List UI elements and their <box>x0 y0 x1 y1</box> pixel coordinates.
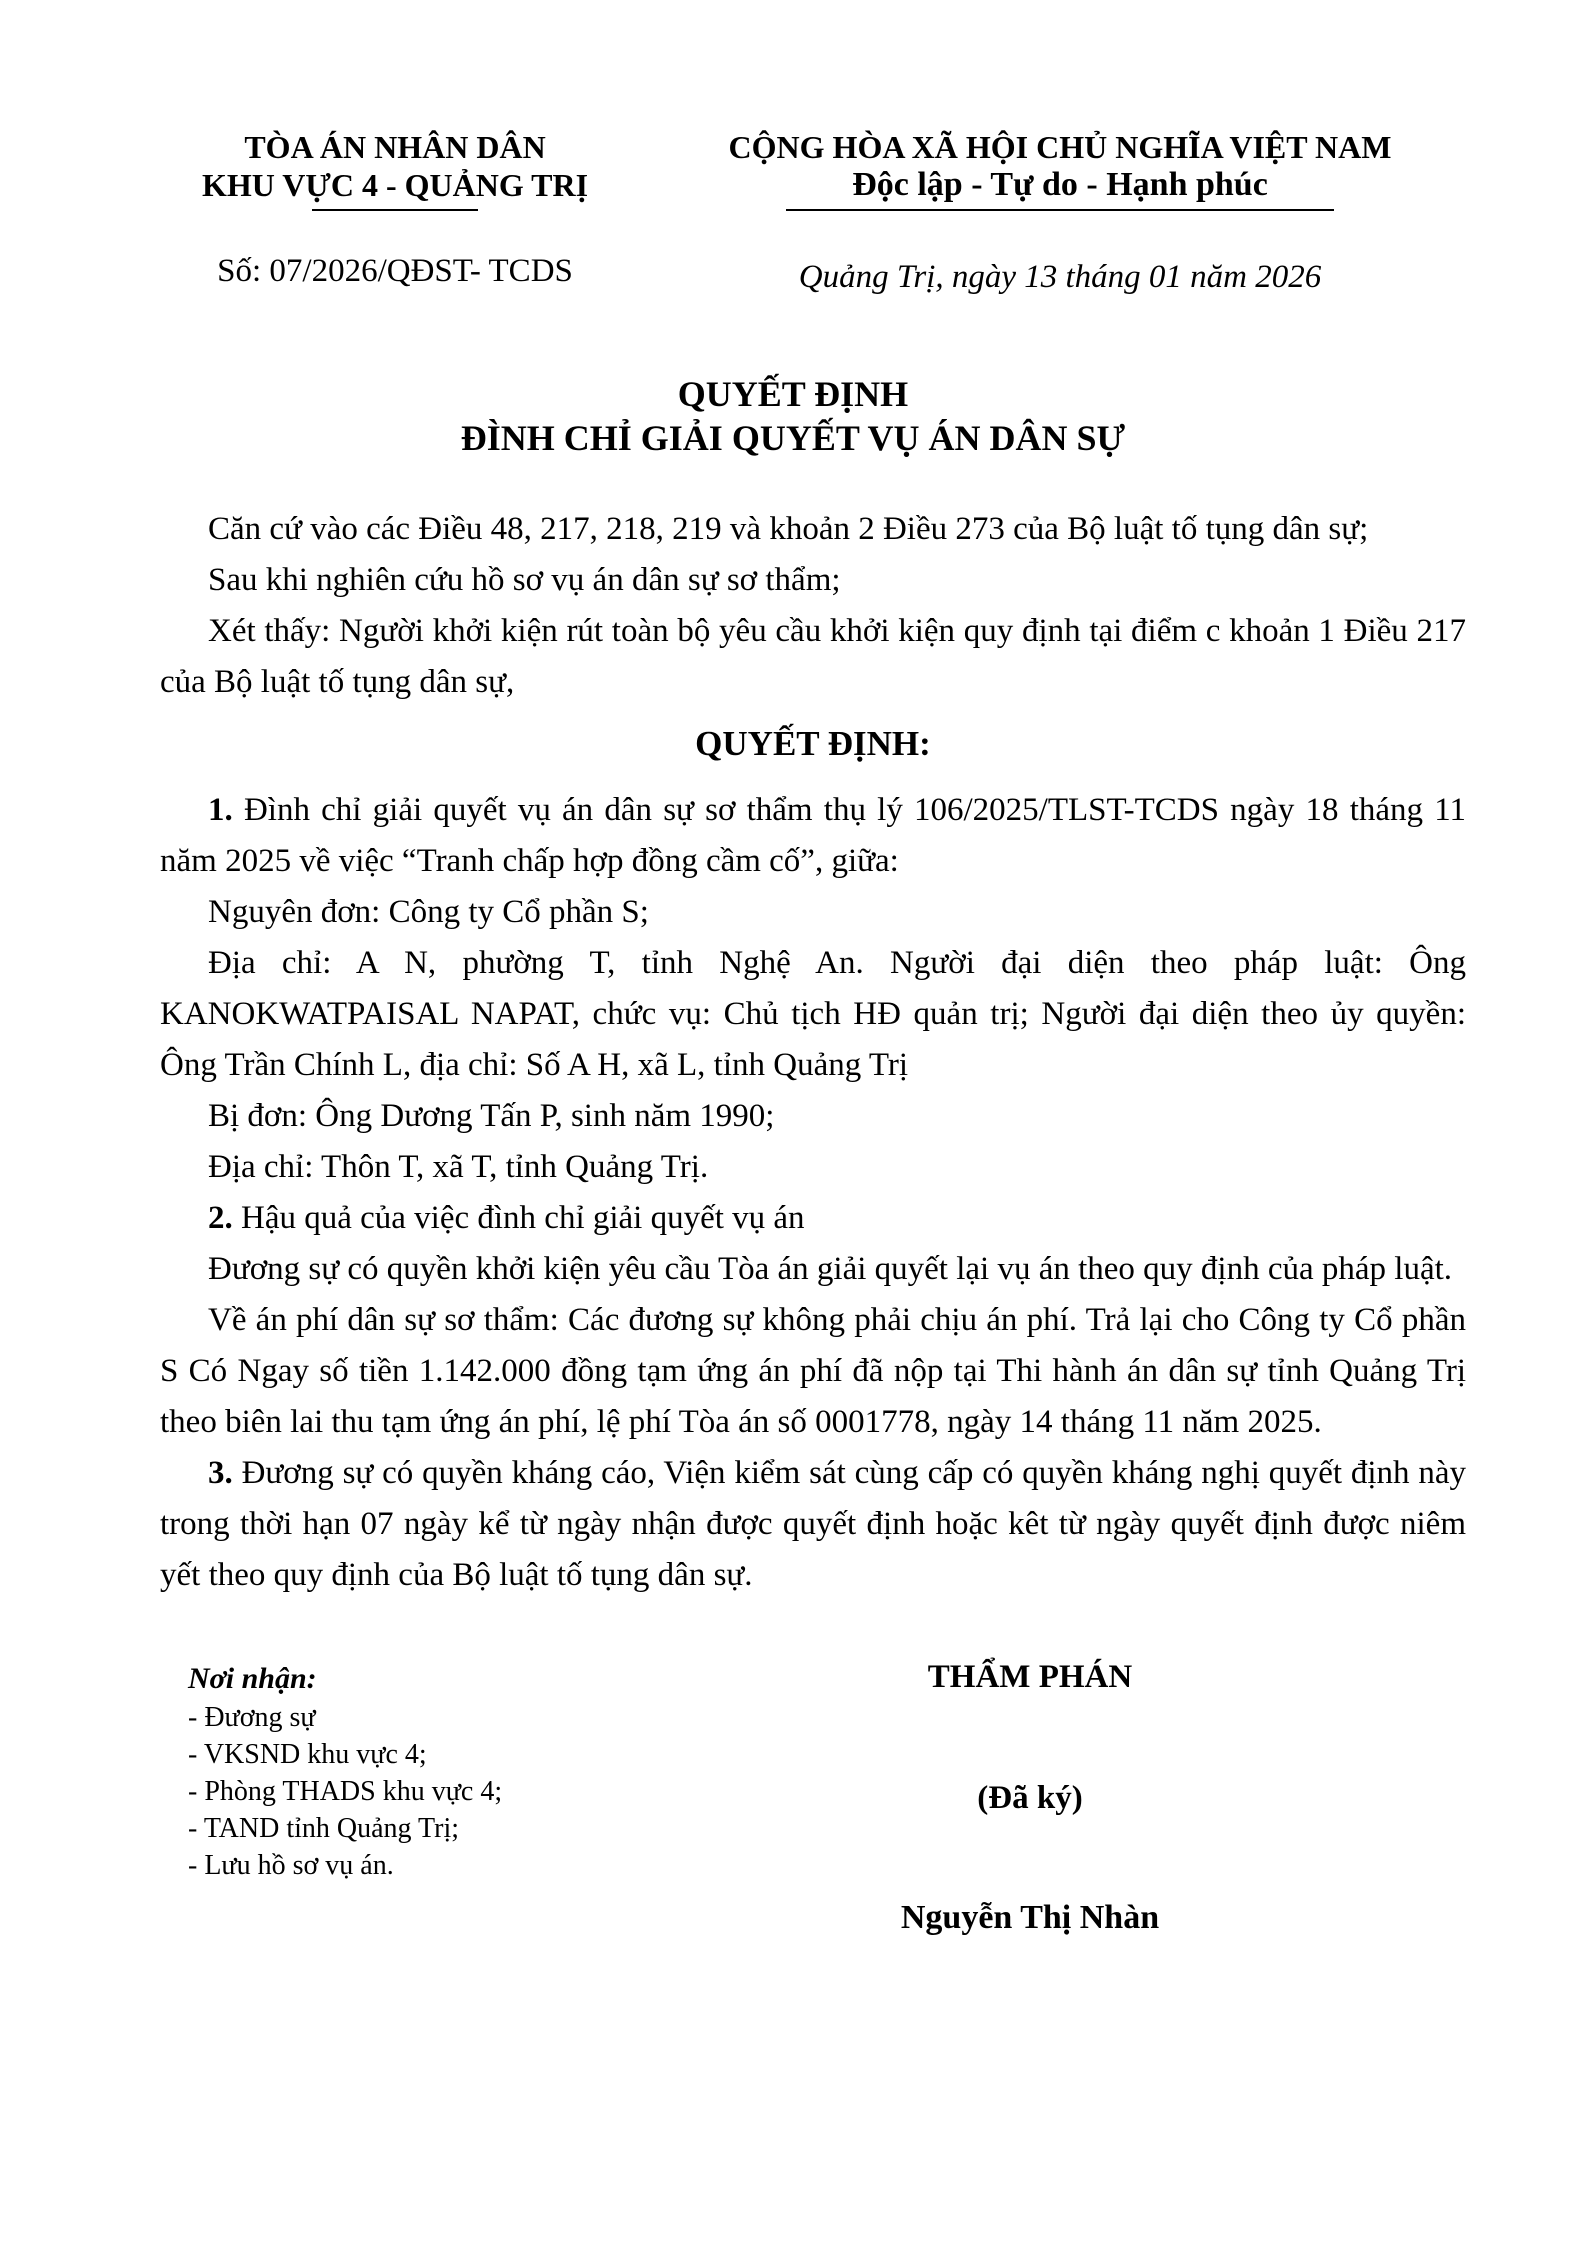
court-name-line1: TÒA ÁN NHÂN DÂN <box>244 129 546 165</box>
clause-number: 2. <box>208 1200 233 1236</box>
place-and-date: Quảng Trị, ngày 13 tháng 01 năm 2026 <box>798 259 1322 295</box>
recipient-item: - Phòng THADS khu vực 4; <box>188 1776 503 1807</box>
clause-number: 1. <box>208 792 233 828</box>
paragraph: Địa chỉ: A N, phường T, tỉnh Nghệ An. Người đại diện theo pháp luật: Ông KANOKWATPAISAL NAPAT, chức vụ: Chủ tịch HĐ quản trị; Người đại diện theo ủy quyền: Ông Trần Chính L, địa chỉ: Số A H, xã L, tỉnh Quảng Trị <box>160 945 1466 1083</box>
recipients-list <box>188 1699 708 1884</box>
recipient-item: - TAND tỉnh Quảng Trị; <box>188 1813 460 1844</box>
document-body <box>160 504 1466 1601</box>
recipients-label: Nơi nhận: <box>188 1662 317 1695</box>
clause-number: 3. <box>208 1455 233 1491</box>
letterhead <box>0 0 1586 296</box>
paragraph: Về án phí dân sự sơ thẩm: Các đương sự không phải chịu án phí. Trả lại cho Công ty Cổ phần S Có Ngay số tiền 1.142.000 đồng tạm ứng án phí đã nộp tại Thi hành án dân sự tỉnh Quảng Trị theo biên lai thu tạm ứng án phí, lệ phí Tòa án số 0001778, ngày 14 tháng 11 năm 2025. <box>160 1302 1466 1440</box>
recipients-block <box>188 1659 708 1884</box>
court-header <box>150 128 640 296</box>
decision-heading: QUYẾT ĐỊNH: <box>695 724 931 763</box>
national-motto-line2: Độc lập - Tự do - Hạnh phúc <box>852 166 1268 203</box>
national-header <box>640 128 1480 296</box>
title-line2: ĐÌNH CHỈ GIẢI QUYẾT VỤ ÁN DÂN SỰ <box>460 418 1126 458</box>
paragraph: Đương sự có quyền khởi kiện yêu cầu Tòa án giải quyết lại vụ án theo quy định của pháp luật. <box>208 1251 1453 1287</box>
document-footer <box>0 1659 1586 1936</box>
recipient-item: - Đương sự <box>188 1702 316 1733</box>
motto-underline <box>786 209 1334 211</box>
title-line1: QUYẾT ĐỊNH <box>677 374 909 414</box>
signed-note: (Đã ký) <box>977 1780 1083 1816</box>
paragraph: 2. Hậu quả của việc đình chỉ giải quyết vụ án <box>208 1200 805 1236</box>
national-motto-line1: CỘNG HÒA XÃ HỘI CHỦ NGHĨA VIỆT NAM <box>728 129 1392 165</box>
paragraph: 1. Đình chỉ giải quyết vụ án dân sự sơ thẩm thụ lý 106/2025/TLST-TCDS ngày 18 tháng 11 năm 2025 về việc “Tranh chấp hợp đồng cầm cố”, giữa: <box>160 792 1466 879</box>
paragraph: Sau khi nghiên cứu hồ sơ vụ án dân sự sơ thẩm; <box>208 562 841 598</box>
recipient-item: - Lưu hồ sơ vụ án. <box>188 1850 394 1881</box>
signer-role: THẨM PHÁN <box>927 1659 1133 1695</box>
document-title <box>0 372 1586 460</box>
document-number: Số: 07/2026/QĐST- TCDS <box>217 253 573 289</box>
paragraph: Căn cứ vào các Điều 48, 217, 218, 219 và khoản 2 Điều 273 của Bộ luật tố tụng dân sự; <box>208 511 1369 547</box>
paragraph: Nguyên đơn: Công ty Cổ phần S; <box>208 894 649 930</box>
paragraph: 3. Đương sự có quyền kháng cáo, Viện kiểm sát cùng cấp có quyền kháng nghị quyết định này trong thời hạn 07 ngày kể từ ngày nhận được quyết định hoặc kêt từ ngày quyết định được niêm yết theo quy định của Bộ luật tố tụng dân sự. <box>160 1455 1466 1593</box>
court-name-line2: KHU VỰC 4 - QUẢNG TRỊ <box>201 167 589 203</box>
signer-name: Nguyễn Thị Nhàn <box>900 1899 1160 1936</box>
recipient-item: - VKSND khu vực 4; <box>188 1739 427 1770</box>
paragraph: Địa chỉ: Thôn T, xã T, tỉnh Quảng Trị. <box>208 1149 709 1185</box>
paragraph: Xét thấy: Người khởi kiện rút toàn bộ yêu cầu khởi kiện quy định tại điểm c khoản 1 Điều 217 của Bộ luật tố tụng dân sự, <box>160 613 1466 700</box>
paragraph: Bị đơn: Ông Dương Tấn P, sinh năm 1990; <box>208 1098 775 1134</box>
signature-block <box>748 1659 1312 1937</box>
court-underline <box>312 209 478 211</box>
